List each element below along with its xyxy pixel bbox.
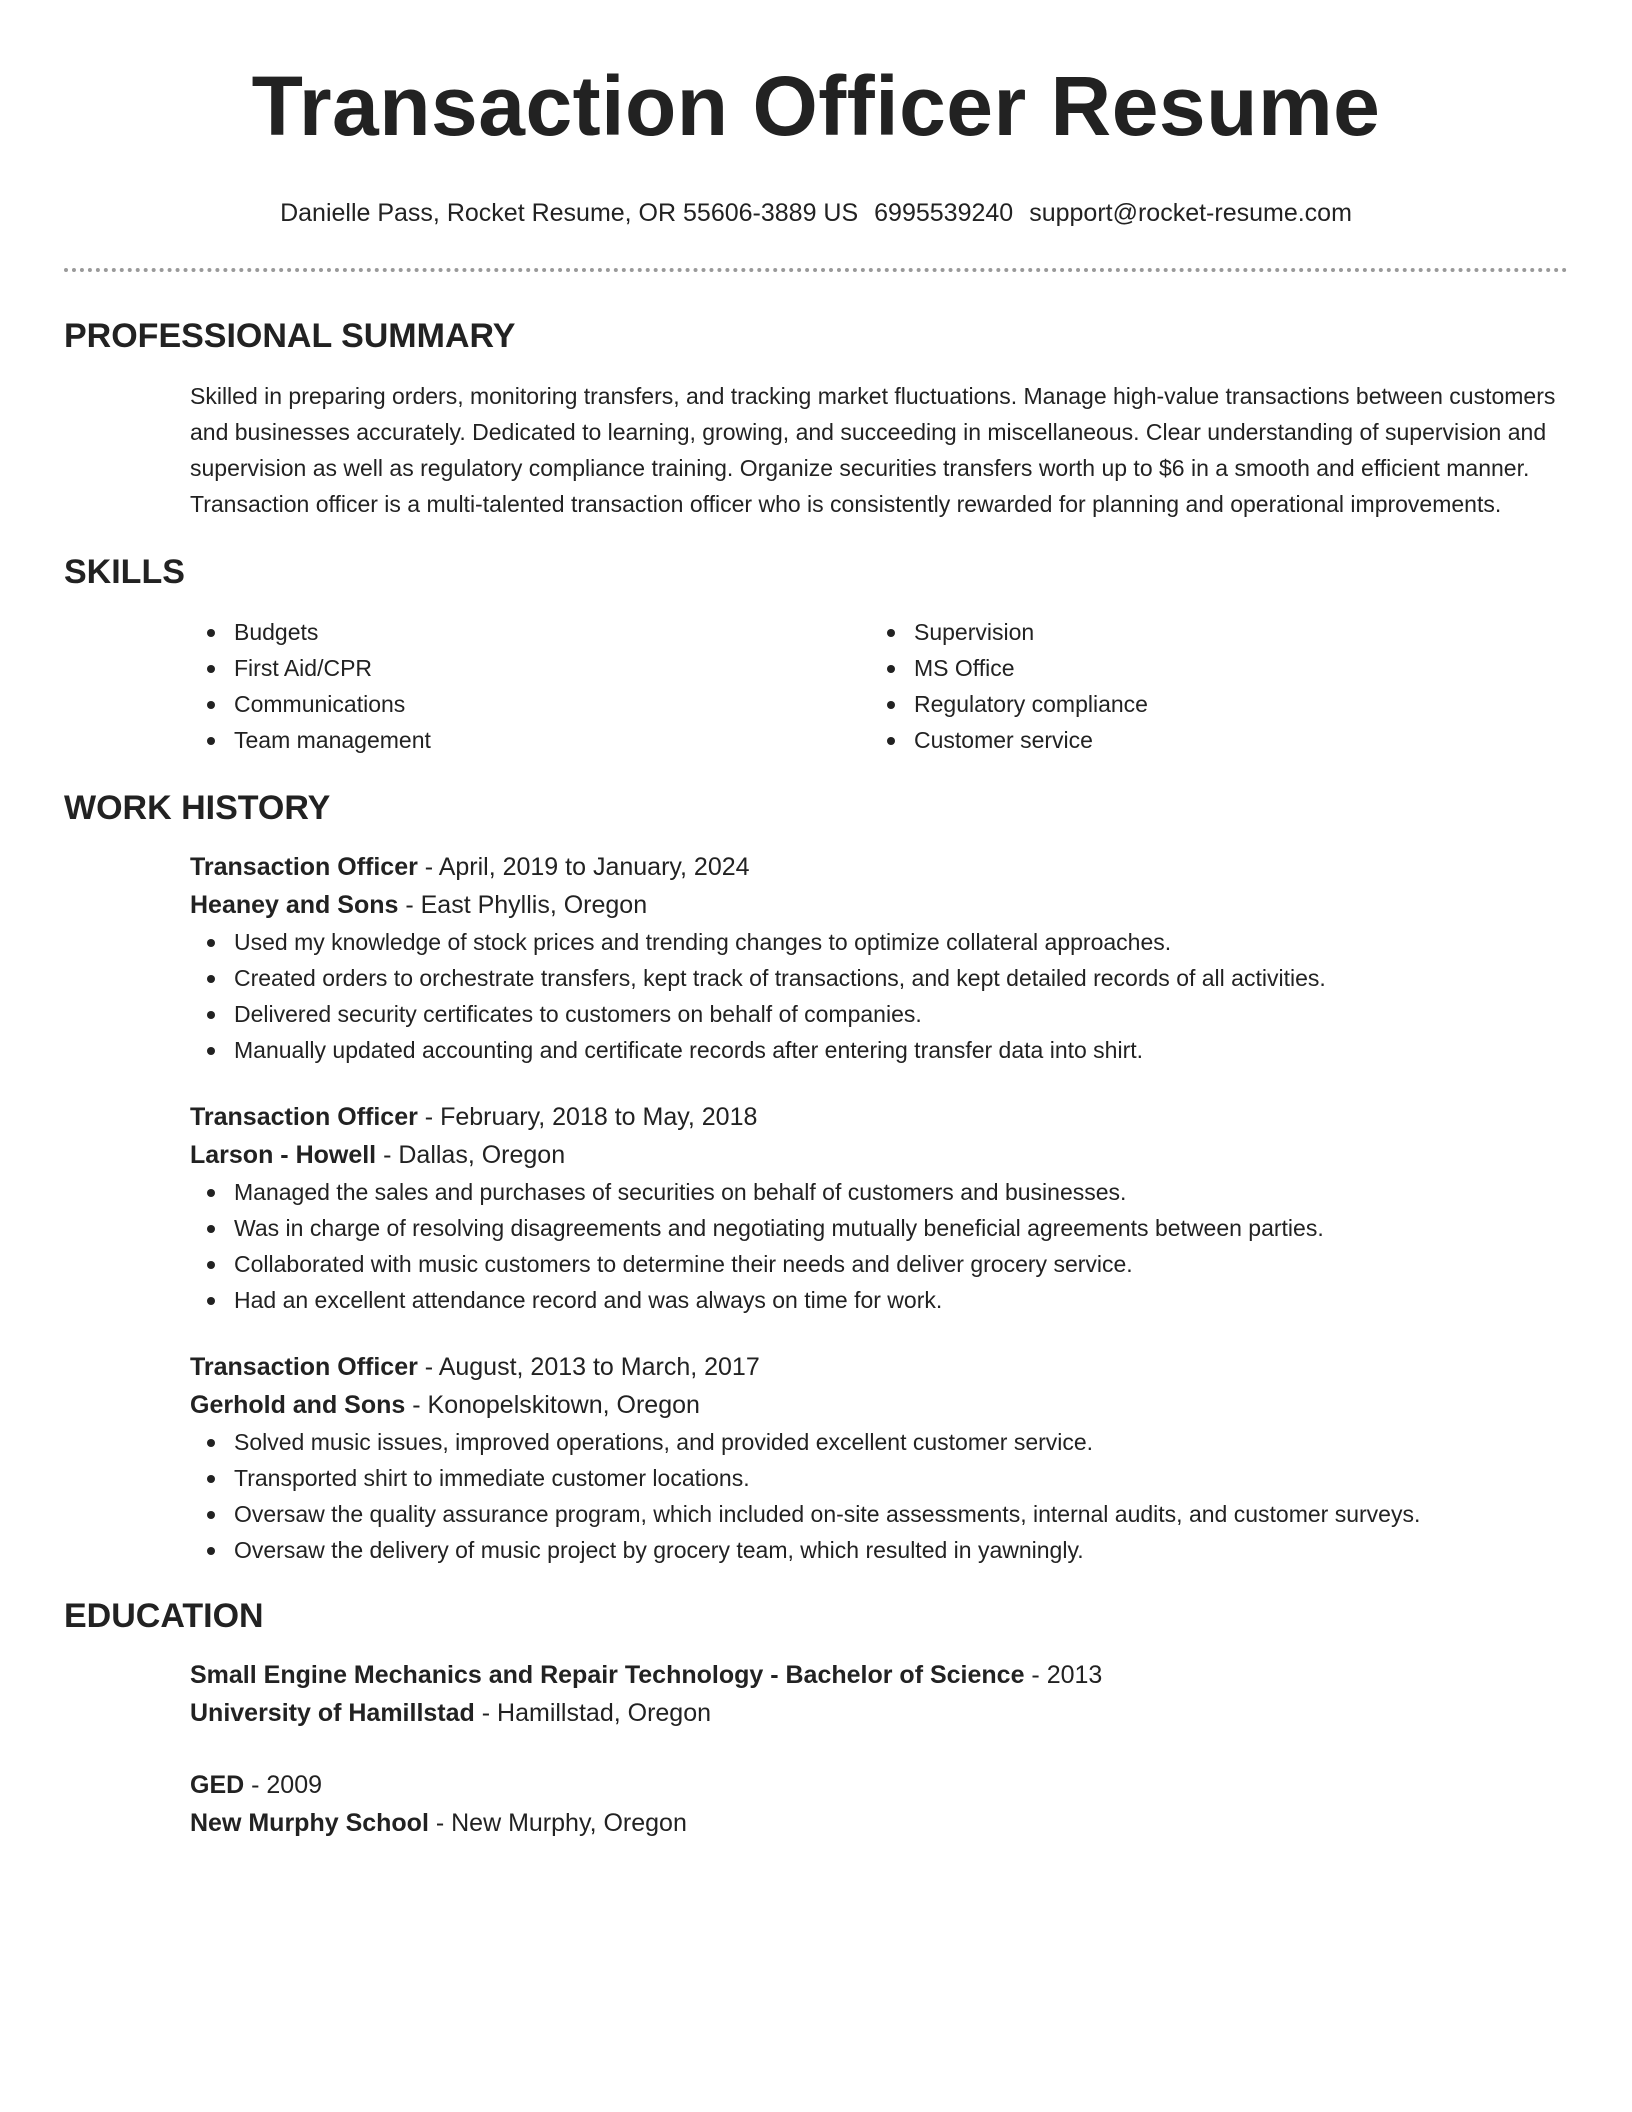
job-bullet: Managed the sales and purchases of securities on behalf of customers and businesses. <box>190 1174 1568 1210</box>
job-title: Transaction Officer <box>190 1353 418 1381</box>
school: University of Hamillstad <box>190 1699 475 1727</box>
education-entry <box>190 1766 1568 1842</box>
job-title: Transaction Officer <box>190 853 418 881</box>
contact-address: Danielle Pass, Rocket Resume, OR 55606-3889 US <box>280 199 859 227</box>
job-bullets <box>190 1174 1568 1318</box>
education-section <box>64 1596 1568 1842</box>
job-location: - Konopelskitown, Oregon <box>405 1391 700 1419</box>
school-location: - New Murphy, Oregon <box>428 1809 687 1837</box>
job-bullet: Had an excellent attendance record and was always on time for work. <box>190 1282 1568 1318</box>
summary-text: Skilled in preparing orders, monitoring transfers, and tracking market fluctuations. Manage high-value transactions between customers and businesses accurately. Dedicated to learning, growing, and succeeding in miscellaneous. Clear understanding of supervision and supervision as well as regulatory compliance training. Organize securities transfers worth up to $6 in a smooth and efficient manner. Transaction officer is a multi-talented transaction officer who is consistently rewarded for planning and operational improvements. <box>190 383 1556 517</box>
skill-item: Supervision <box>870 614 1550 650</box>
job-entry <box>190 1098 1568 1318</box>
skill-item: Team management <box>190 722 870 758</box>
education-entry <box>190 1656 1568 1732</box>
job-bullet: Delivered security certificates to customers on behalf of companies. <box>190 996 1568 1032</box>
page-title: Transaction Officer Resume <box>251 59 1381 153</box>
skill-item: Customer service <box>870 722 1550 758</box>
job-dates: - April, 2019 to January, 2024 <box>417 853 750 881</box>
skills-section <box>64 552 1568 758</box>
job-company-line <box>190 1386 1568 1424</box>
skill-item: Communications <box>190 686 870 722</box>
skills-heading: SKILLS <box>64 553 185 591</box>
job-title: Transaction Officer <box>190 1103 418 1131</box>
degree-year: - 2009 <box>244 1771 323 1799</box>
job-bullet: Was in charge of resolving disagreements and negotiating mutually beneficial agreements between parties. <box>190 1210 1568 1246</box>
contact-phone: 6995539240 <box>874 199 1014 227</box>
work-history-heading: WORK HISTORY <box>64 789 331 827</box>
degree: Small Engine Mechanics and Repair Technology - Bachelor of Science <box>190 1661 1025 1689</box>
school-line <box>190 1694 1568 1732</box>
contact-line <box>64 198 1568 228</box>
skill-item: Regulatory compliance <box>870 686 1550 722</box>
job-bullet: Manually updated accounting and certificate records after entering transfer data into shirt. <box>190 1032 1568 1068</box>
skill-item: MS Office <box>870 650 1550 686</box>
job-bullet: Solved music issues, improved operations, and provided excellent customer service. <box>190 1424 1568 1460</box>
degree-line <box>190 1766 1568 1804</box>
resume-page <box>64 0 1568 1842</box>
job-dates: - February, 2018 to May, 2018 <box>417 1103 758 1131</box>
skills-list-left <box>190 614 870 758</box>
job-company-line <box>190 886 1568 924</box>
job-company: Heaney and Sons <box>190 891 399 919</box>
job-bullet: Used my knowledge of stock prices and trending changes to optimize collateral approaches. <box>190 924 1568 960</box>
job-title-line <box>190 1348 1568 1386</box>
education-heading: EDUCATION <box>64 1597 264 1635</box>
school: New Murphy School <box>190 1809 429 1837</box>
skills-list-right <box>870 614 1550 758</box>
job-company-line <box>190 1136 1568 1174</box>
degree-year: - 2013 <box>1024 1661 1103 1689</box>
job-bullet: Oversaw the quality assurance program, which included on-site assessments, internal audits, and customer surveys. <box>190 1496 1568 1532</box>
job-company: Larson - Howell <box>190 1141 377 1169</box>
summary-heading: PROFESSIONAL SUMMARY <box>64 317 516 355</box>
job-location: - East Phyllis, Oregon <box>398 891 648 919</box>
degree-line <box>190 1656 1568 1694</box>
job-dates: - August, 2013 to March, 2017 <box>417 1353 760 1381</box>
contact-email: support@rocket-resume.com <box>1029 199 1352 227</box>
job-bullets <box>190 1424 1568 1568</box>
school-line <box>190 1804 1568 1842</box>
header-divider <box>64 268 1568 272</box>
summary-section <box>64 316 1568 522</box>
job-bullet: Created orders to orchestrate transfers, kept track of transactions, and kept detailed records of all activities. <box>190 960 1568 996</box>
job-entry <box>190 848 1568 1068</box>
job-bullet: Collaborated with music customers to determine their needs and deliver grocery service. <box>190 1246 1568 1282</box>
degree: GED <box>190 1771 245 1799</box>
job-bullet: Oversaw the delivery of music project by grocery team, which resulted in yawningly. <box>190 1532 1568 1568</box>
job-entry <box>190 1348 1568 1568</box>
work-history-section <box>64 788 1568 1568</box>
job-company: Gerhold and Sons <box>190 1391 406 1419</box>
job-bullets <box>190 924 1568 1068</box>
job-location: - Dallas, Oregon <box>376 1141 566 1169</box>
job-title-line <box>190 848 1568 886</box>
job-bullet: Transported shirt to immediate customer locations. <box>190 1460 1568 1496</box>
skill-item: First Aid/CPR <box>190 650 870 686</box>
job-title-line <box>190 1098 1568 1136</box>
school-location: - Hamillstad, Oregon <box>474 1699 712 1727</box>
skill-item: Budgets <box>190 614 870 650</box>
